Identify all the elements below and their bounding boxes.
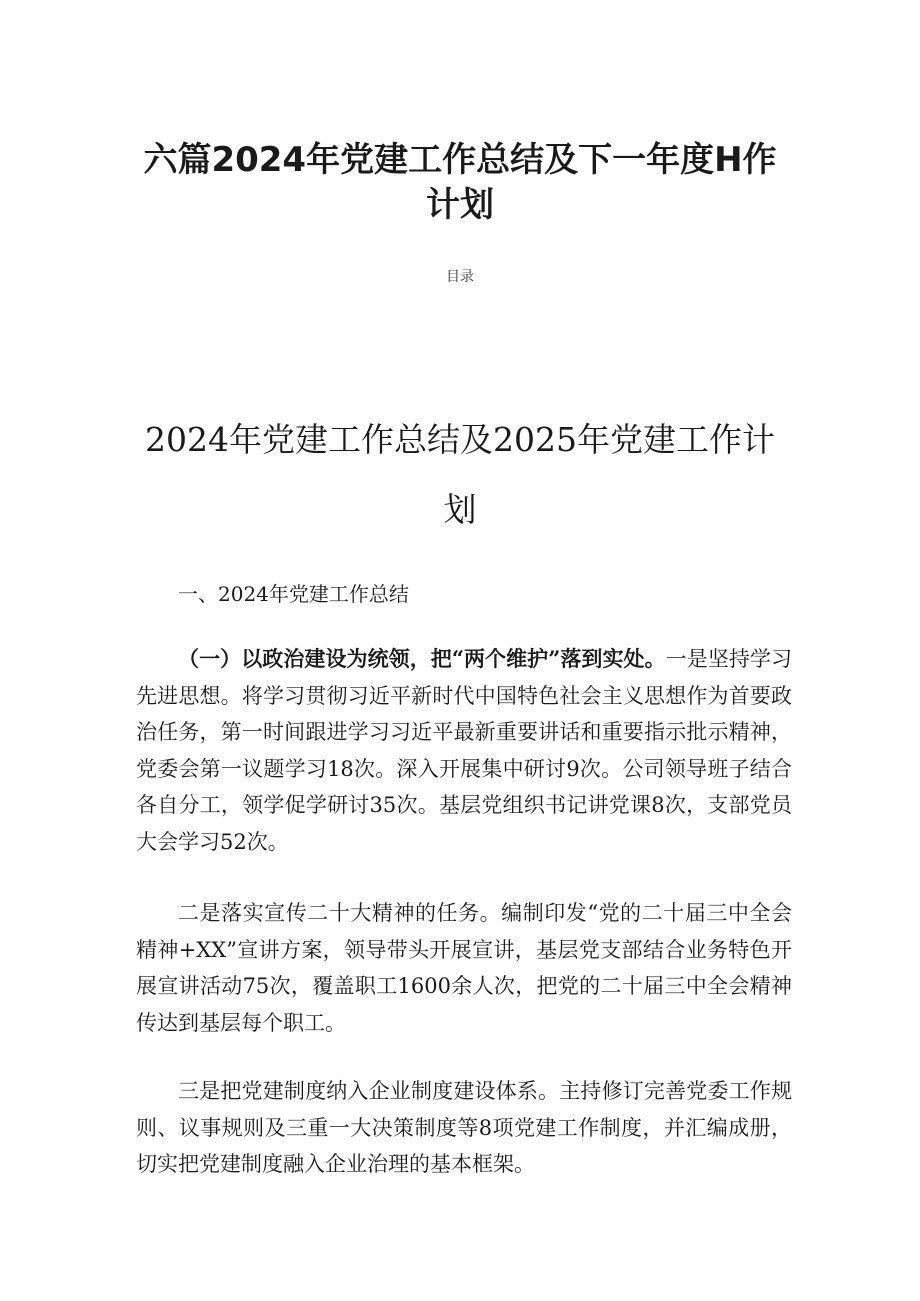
- section-title-line-1: 2024年党建工作总结及2025年党建工作计: [145, 420, 775, 459]
- paragraph-1: [136, 641, 792, 860]
- paragraph-3: 三是把党建制度纳入企业制度建设体系。主持修订完善党委工作规则、议事规则及三重一大决策制度等8项党建工作制度，并汇编成册，切实把党建制度融入企业治理的基本框架。: [136, 1079, 792, 1176]
- paragraph-1-text: 一是坚持学习先进思想。将学习贯彻习近平新时代中国特色社会主义思想作为首要政治任务，第一时间跟进学习习近平最新重要讲话和重要指示批示精神，党委会第一议题学习18次。深入开展集中研讨9次。公司领导班子结合各自分工，领学促学研讨35次。基层党组织书记讲党课8次，支部党员大会学习52次。: [136, 647, 793, 854]
- document-title-line-1: 六篇2024年党建工作总结及下一年度H作: [143, 140, 777, 180]
- document-title-line-2: 计划: [426, 185, 494, 225]
- paragraph-2: 二是落实宣传二十大精神的任务。编制印发“党的二十届三中全会精神+XX”宣讲方案，领导带头开展宣讲，基层党支部结合业务特色开展宣讲活动75次，覆盖职工1600余人次，把党的二十届三中全会精神传达到基层每个职工。: [136, 901, 792, 1035]
- table-of-contents-label: 目录: [446, 269, 474, 285]
- section-heading: 一、2024年党建工作总结: [178, 582, 409, 606]
- paragraph-1-lead: （一）以政治建设为统领，把“两个维护”落到实处。: [178, 646, 666, 671]
- section-title-line-2: 划: [443, 490, 477, 529]
